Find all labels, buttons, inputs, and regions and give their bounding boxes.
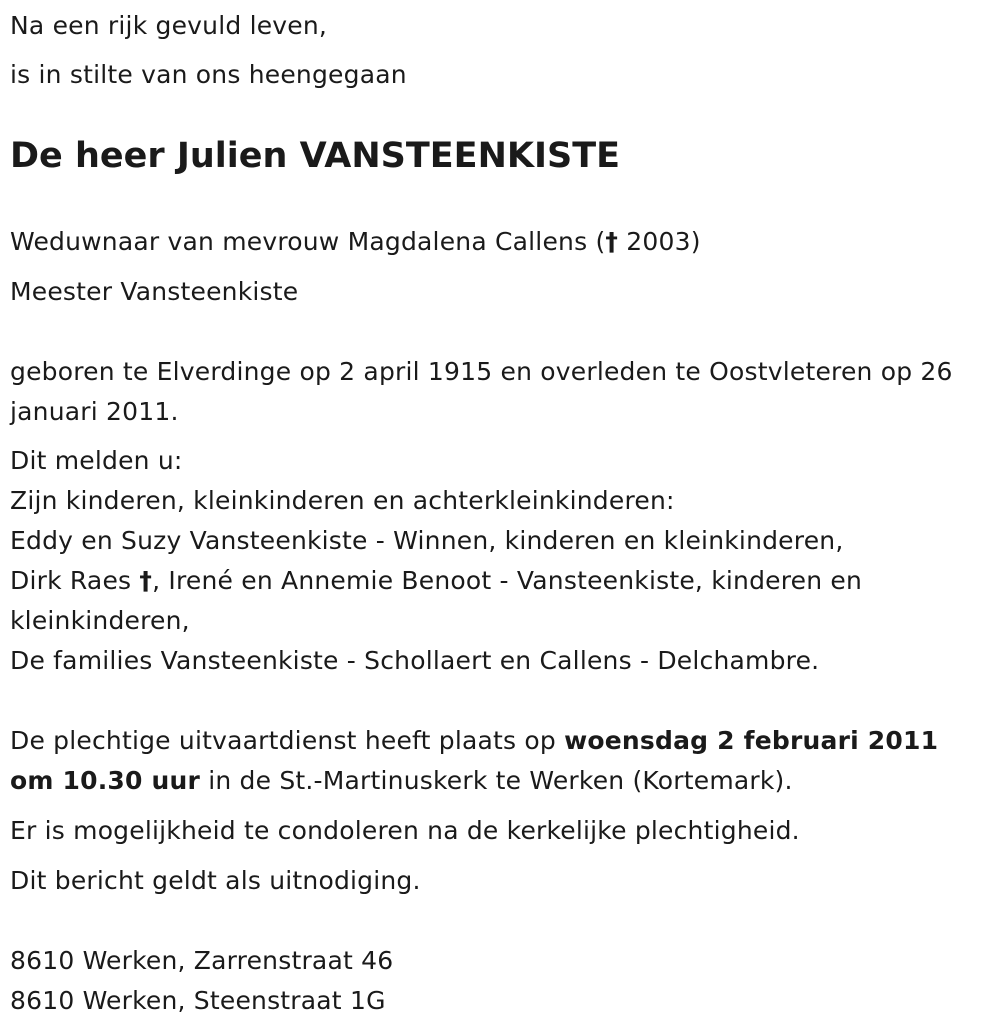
announcers-line-5: De families Vansteenkiste - Schollaert en Callens - Delchambre.: [10, 646, 820, 675]
announcers-line-3: [10, 561, 862, 601]
cross-icon: †: [605, 227, 619, 256]
invitation-line: Dit bericht geldt als uitnodiging.: [10, 866, 421, 895]
address-line-1: 8610 Werken, Zarrenstraat 46: [10, 946, 394, 975]
funeral-suffix: in de St.-Martinuskerk te Werken (Kortemark).: [200, 766, 793, 795]
funeral-line-2: [10, 761, 793, 801]
widower-suffix: 2003): [618, 227, 701, 256]
widower-prefix: Weduwnaar van mevrouw Magdalena Callens (: [10, 227, 606, 256]
intro-line-2: is in stilte van ons heengegaan: [10, 60, 407, 89]
funeral-time: om 10.30 uur: [10, 766, 201, 795]
funeral-line-1: [10, 721, 938, 761]
nickname-line: Meester Vansteenkiste: [10, 277, 299, 306]
announcer-name: Dirk Raes: [10, 566, 132, 595]
birth-death-line-1: geboren te Elverdinge op 2 april 1915 en overleden te Oostvleteren op 26: [10, 357, 953, 386]
announcers-line-2: Eddy en Suzy Vansteenkiste - Winnen, kinderen en kleinkinderen,: [10, 526, 844, 555]
announcer-rest: , Irené en Annemie Benoot - Vansteenkiste, kinderen en: [152, 566, 863, 595]
condolence-line: Er is mogelijkheid te condoleren na de kerkelijke plechtigheid.: [10, 816, 800, 845]
funeral-date: woensdag 2 februari 2011: [564, 726, 939, 755]
intro-line-1: Na een rijk gevuld leven,: [10, 11, 328, 40]
widower-line: [10, 222, 701, 262]
announcers-line-1: Zijn kinderen, kleinkinderen en achterkleinkinderen:: [10, 486, 675, 515]
deceased-name: De heer Julien VANSTEENKISTE: [10, 136, 621, 176]
address-line-2: 8610 Werken, Steenstraat 1G: [10, 986, 386, 1015]
funeral-prefix: De plechtige uitvaartdienst heeft plaats op: [10, 726, 565, 755]
cross-icon: †: [139, 566, 153, 595]
announcers-line-4: kleinkinderen,: [10, 606, 190, 635]
announcers-intro: Dit melden u:: [10, 446, 183, 475]
birth-death-line-2: januari 2011.: [10, 397, 179, 426]
